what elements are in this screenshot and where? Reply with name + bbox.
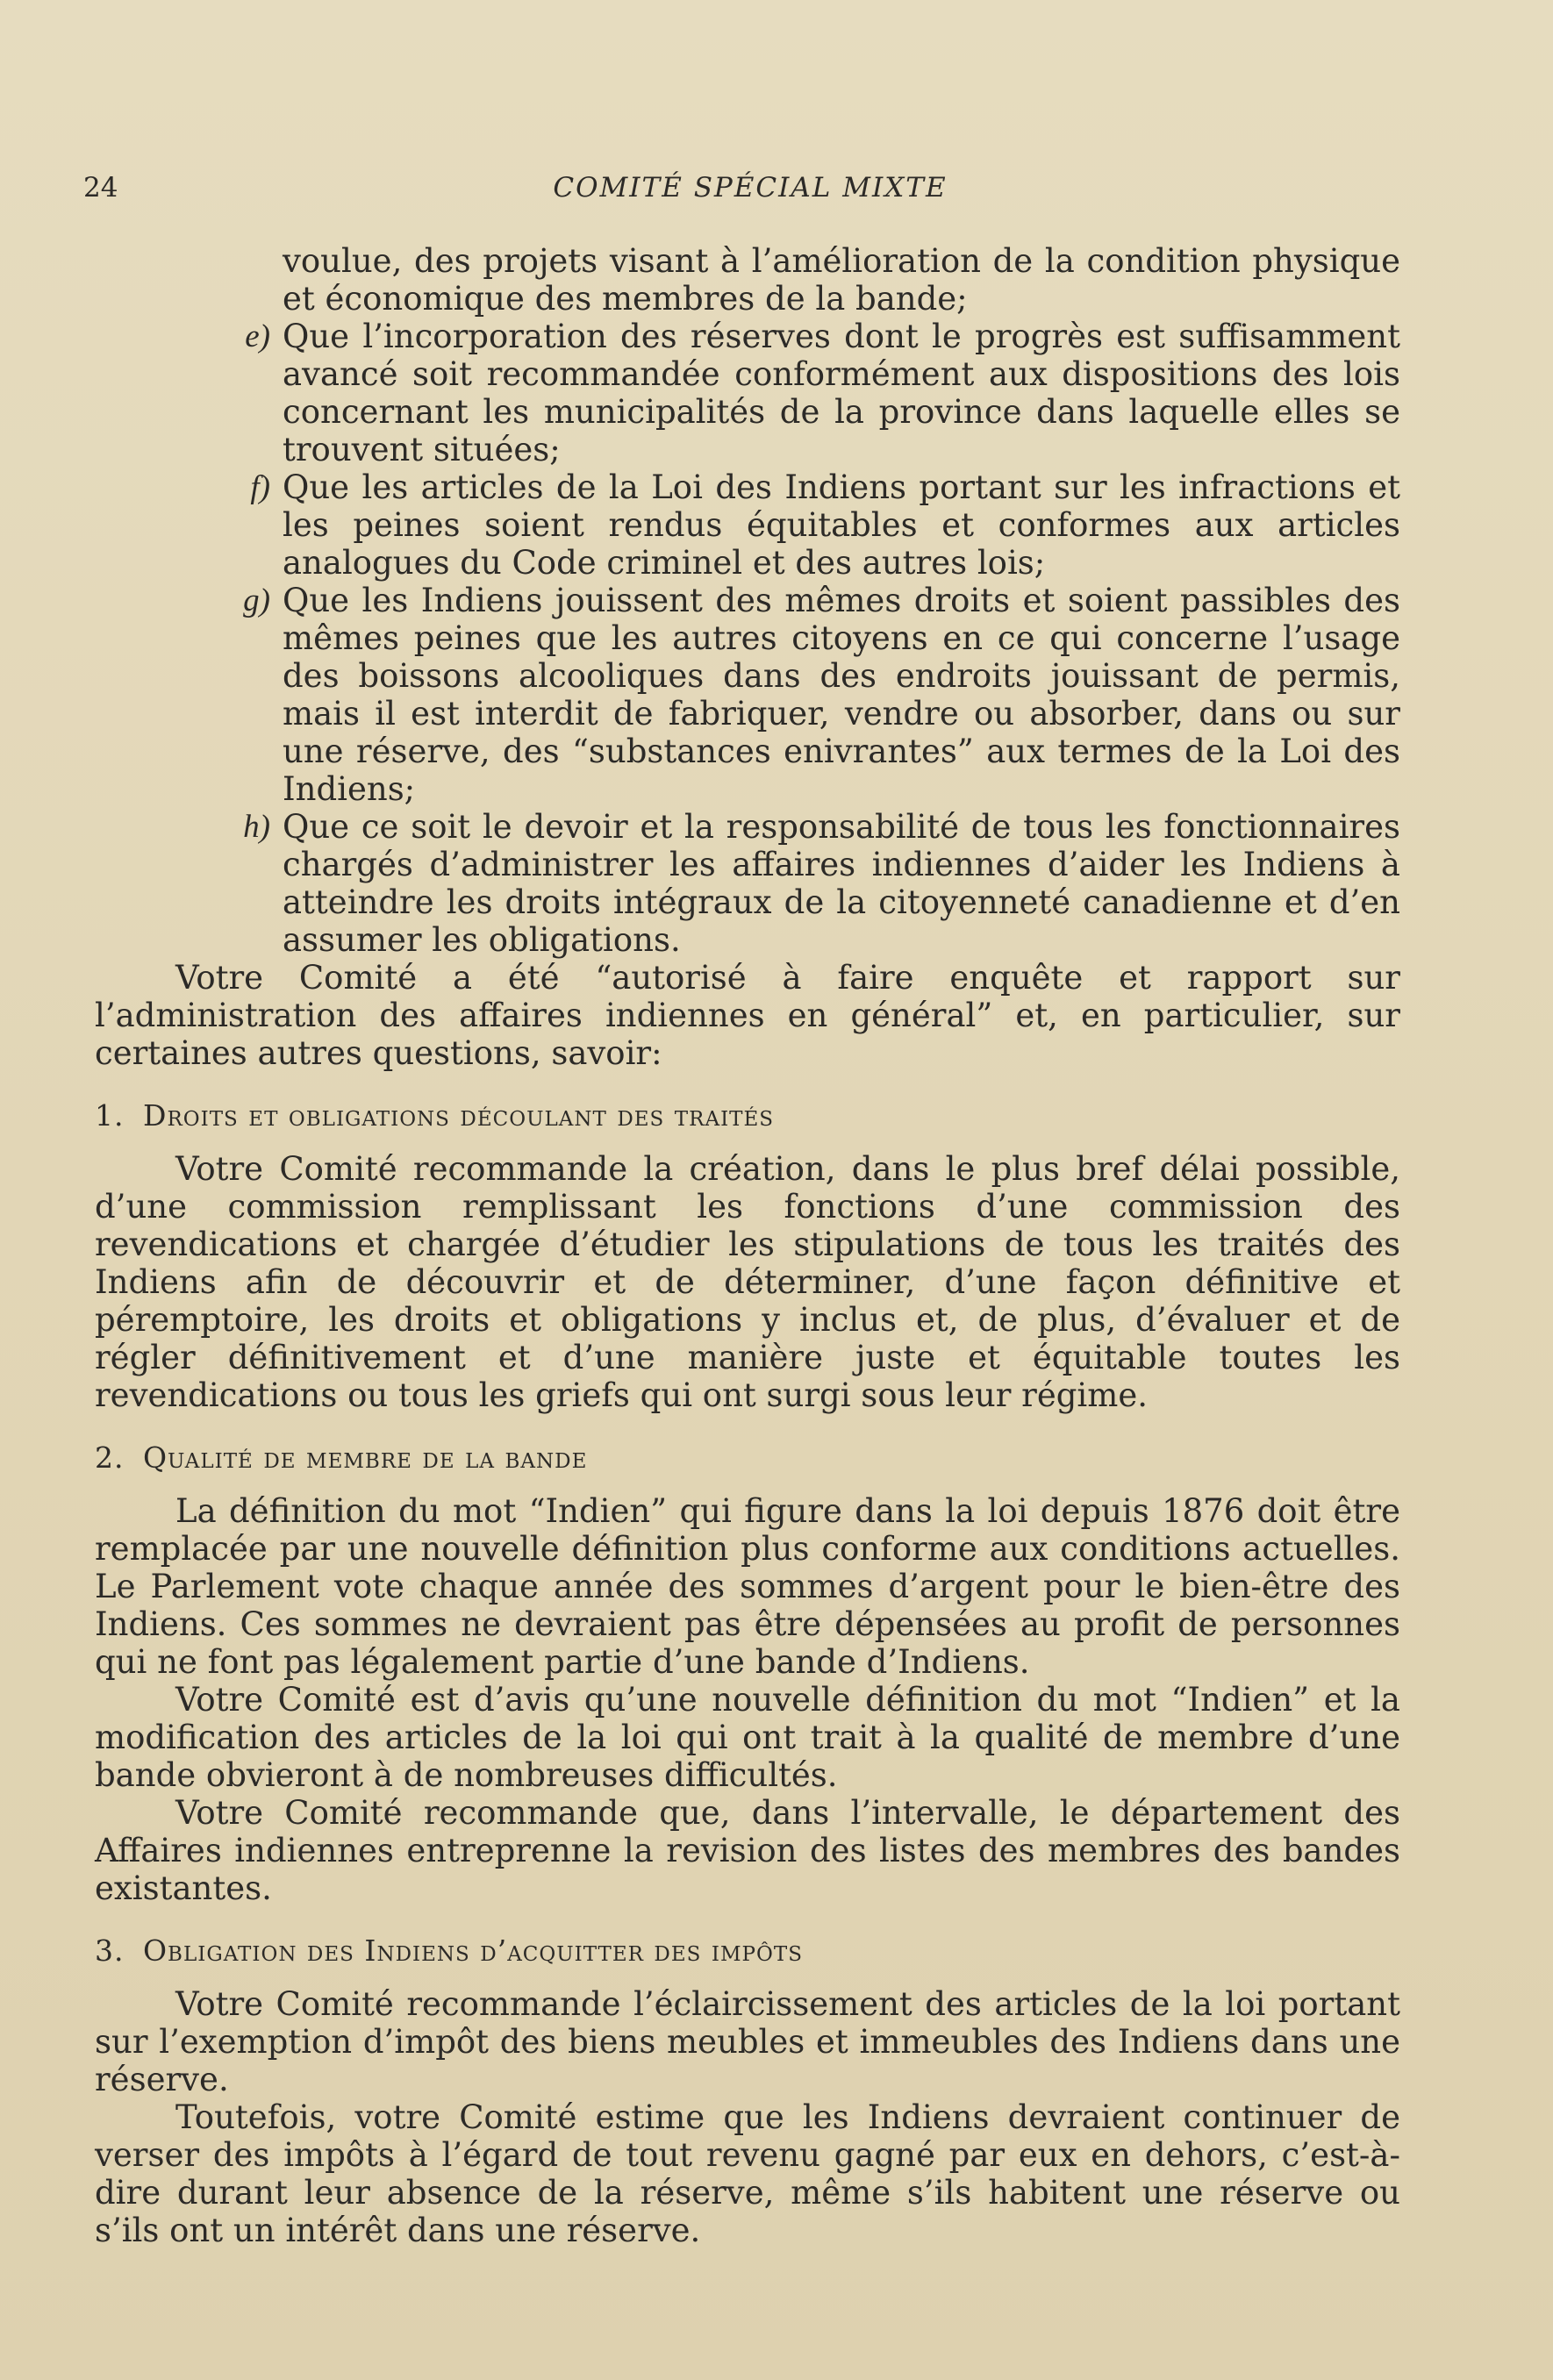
paragraph: Votre Comité recommande la création, dans le plus bref délai possible, d’une commission remplissant les fonctions d’une commission des revendications et chargée d’étudier les stipulations de tous les traités des Indiens afin de découvrir et de déterminer, d’une façon définitive et péremptoire, les droits et obligations y inclus et, de plus, d’évaluer et de régler définitivement et d’une manière juste et équitable toutes les revendications ou tous les griefs qui ont surgi sous leur régime.: [95, 1150, 1400, 1414]
section-heading-1: [95, 1097, 1400, 1134]
list-item-text: Que l’incorporation des réserves dont le progrès est suffisamment avancé soit recommandée conformément aux dispositions des lois concernant les municipalités de la province dans laquelle elles se trouvent situées;: [283, 318, 1400, 468]
section-title: Obligation des Indiens d’acquitter des impôts: [143, 1933, 803, 1968]
list-item-e: [95, 318, 1400, 468]
page-body: [95, 242, 1400, 2249]
section-heading-2: [95, 1439, 1400, 1476]
list-item-text: Que ce soit le devoir et la responsabilité de tous les fonctionnaires chargés d’administrer les affaires indiennes d’aider les Indiens à atteindre les droits intégraux de la citoyenneté canadienne et d’en assumer les obligations.: [283, 808, 1400, 959]
paragraph: La définition du mot “Indien” qui figure dans la loi depuis 1876 doit être remplacée par une nouvelle définition plus conforme aux conditions actuelles. Le Parlement vote chaque année des sommes d’argent pour le bien-être des Indiens. Ces sommes ne devraient pas être dépensées au profit de personnes qui ne font pas légalement partie d’une bande d’Indiens.: [95, 1492, 1400, 1681]
intro-paragraph: Votre Comité a été “autorisé à faire enquête et rapport sur l’administration des affaires indiennes en général” et, en particulier, sur certaines autres questions, savoir:: [95, 959, 1400, 1072]
list-item-label: h): [243, 809, 270, 845]
section-title: Droits et obligations découlant des traités: [143, 1098, 775, 1133]
list-item-h: [95, 808, 1400, 959]
section-number: 3.: [95, 1933, 125, 1968]
list-item-continuation: voulue, des projets visant à l’amélioration de la condition physique et économique des membres de la bande;: [283, 242, 1400, 318]
list-item-label: e): [245, 318, 270, 354]
section-number: 1.: [95, 1098, 125, 1133]
page-header: [83, 172, 1417, 207]
section-number: 2.: [95, 1440, 125, 1475]
list-item-text: Que les Indiens jouissent des mêmes droits et soient passibles des mêmes peines que les autres citoyens en ce qui concerne l’usage des boissons alcooliques dans des endroits jouissant de permis, mais il est interdit de fabriquer, vendre ou absorber, dans ou sur une réserve, des “substances enivrantes” aux termes de la Loi des Indiens;: [283, 582, 1400, 808]
list-item-f: [95, 468, 1400, 582]
list-item-label: g): [243, 582, 270, 618]
paragraph: Votre Comité est d’avis qu’une nouvelle définition du mot “Indien” et la modification des articles de la loi qui ont trait à la qualité de membre d’une bande obvieront à de nombreuses difficultés.: [95, 1681, 1400, 1794]
paragraph: Votre Comité recommande que, dans l’intervalle, le département des Affaires indiennes entreprenne la revision des listes des membres des bandes existantes.: [95, 1794, 1400, 1907]
page-number: 24: [83, 172, 118, 204]
list-item-label: f): [250, 469, 270, 505]
list-item-text: Que les articles de la Loi des Indiens portant sur les infractions et les peines soient rendus équitables et conformes aux articles analogues du Code criminel et des autres lois;: [283, 468, 1400, 582]
running-title: COMITÉ SPÉCIAL MIXTE: [553, 172, 948, 204]
paragraph: Toutefois, votre Comité estime que les Indiens devraient continuer de verser des impôts à l’égard de tout revenu gagné par eux en dehors, c’est-à-dire durant leur absence de la réserve, même s’ils habitent une réserve ou s’ils ont un intérêt dans une réserve.: [95, 2098, 1400, 2249]
section-title: Qualité de membre de la bande: [143, 1440, 588, 1475]
section-heading-3: [95, 1932, 1400, 1969]
paragraph: Votre Comité recommande l’éclaircissement des articles de la loi portant sur l’exemption d’impôt des biens meubles et immeubles des Indiens dans une réserve.: [95, 1985, 1400, 2098]
list-item-g: [95, 582, 1400, 808]
